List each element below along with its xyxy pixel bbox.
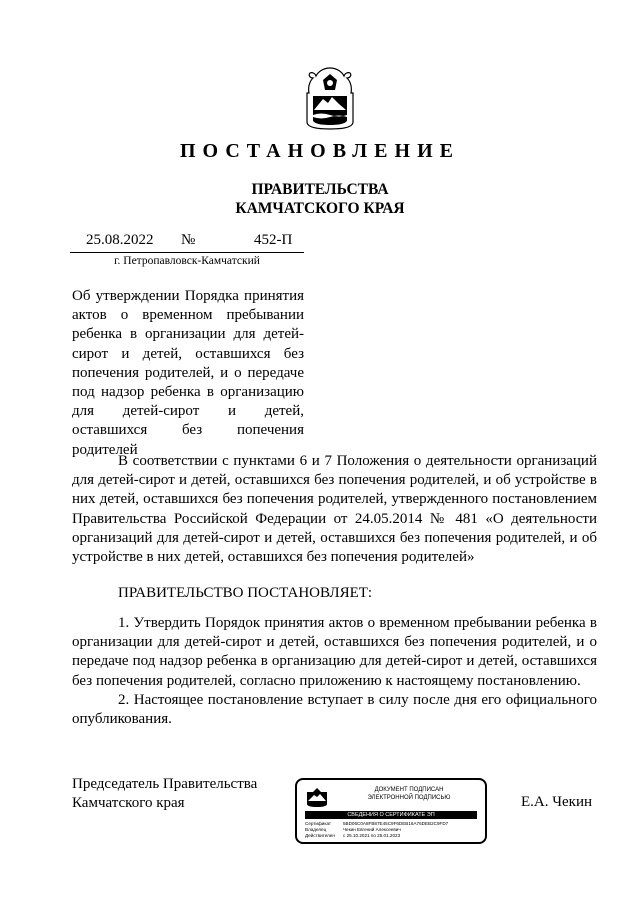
issuer-line-1: ПРАВИТЕЛЬСТВА [251,181,389,198]
stamp-emblem-icon [305,786,329,808]
document-subject: Об утверждении Порядка принятия актов о временном пребывании ребенка в организации для детей-сирот и детей, оставшихся без попечения родителей, и о передаче под надзор ребенка в организацию для детей-сирот и детей, оставшихся без попечения родителей [72,288,304,458]
issuer-line-2: КАМЧАТСКОГО КРАЯ [235,200,405,217]
document-type-title: ПОСТАНОВЛЕНИЕ [180,140,460,162]
stamp-title-line-2: ЭЛЕКТРОННОЙ ПОДПИСЬЮ [367,795,451,801]
stamp-cert-heading: СВЕДЕНИЯ О СЕРТИФИКАТЕ ЭП [305,811,477,819]
resolves-heading: ПРАВИТЕЛЬСТВО ПОСТАНОВЛЯЕТ: [118,585,373,601]
stamp-row-label: Сертификат [305,821,332,826]
signer-name: Е.А. Чекин [521,794,592,810]
preamble: В соответствии с пунктами 6 и 7 Положения о деятельности организаций для детей-сирот и детей, оставшихся без попечения родителей, и об устройстве в них детей, оставшихся без попечения родителей, утвержденного постановлением Правительства Российской Федерации от 24.05.2014 № 481 «О деятельности организаций для детей-сирот и детей, оставшихся без попечения родителей, и об устройстве в них детей, оставшихся без попечения родителей» [72,453,597,566]
stamp-details [305,821,481,839]
signer-position-line-2: Камчатского края [72,795,185,812]
stamp-row-label: Действителен [305,833,335,838]
document-number: 452-П [254,232,293,248]
stamp-row [305,833,481,839]
issuer [0,180,640,218]
stamp-row-label: Владелец [305,827,327,832]
city: г. Петропавловск-Камчатский [114,255,260,267]
stamp-row-value: с 25.10.2021 по 25.01.2023 [343,833,401,838]
coat-of-arms-icon [303,66,357,130]
resolution-item: 1. Утвердить Порядок принятия актов о временном пребывании ребенка в организации для детей-сирот и детей, оставшихся без попечения родителей, и о передаче под надзор ребенка в организацию для детей-сирот и детей, оставшихся без попечения родителей, согласно приложению к настоящему постановлению. [72,615,597,689]
signer-position [72,775,257,813]
number-sign: № [181,232,196,248]
stamp-title-line-1: ДОКУМЕНТ ПОДПИСАН [374,787,444,793]
date-underline [70,252,304,253]
document-date: 25.08.2022 [86,232,154,248]
stamp-row-value: Чекин Евгений Алексеевич [343,827,401,832]
electronic-signature-stamp [295,778,487,844]
resolution-item: 2. Настоящее постановление вступает в силу после дня его официального опубликования. [72,691,597,728]
resolution-items [72,614,597,729]
stamp-row-value: 5BD06C0A8FB87E45C9F6DEB16A76DEB2C9FD7 [343,821,449,826]
stamp-title [335,786,483,802]
signer-position-line-1: Председатель Правительства [72,776,258,792]
